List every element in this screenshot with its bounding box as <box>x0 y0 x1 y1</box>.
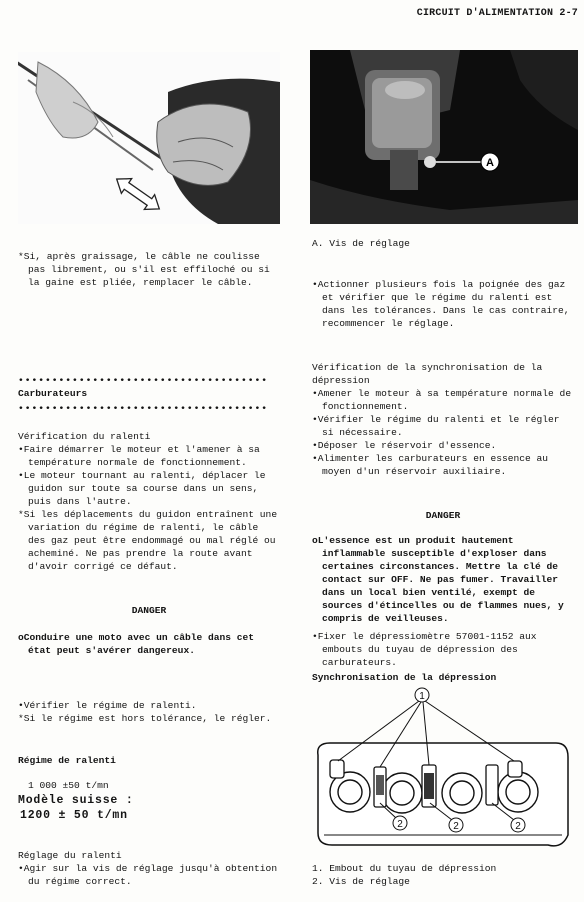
swiss-model-title: Modèle suisse : <box>18 794 134 807</box>
cable-note <box>18 250 280 289</box>
divider-bottom: ••••••••••••••••••••••••••••••••••••• <box>18 403 269 414</box>
callout-2a: 2 <box>397 819 403 830</box>
danger-text-right <box>312 534 574 625</box>
legend-item: 1. Embout du tuyau de dépression <box>312 863 497 874</box>
gauge-item <box>312 630 574 669</box>
carburetor-photo <box>310 50 578 224</box>
check-item: •Vérifier le régime de ralenti. <box>18 700 197 711</box>
idle-speed-title: Régime de ralenti <box>18 755 116 766</box>
sync-item: •Vérifier le régime du ralenti et le régler si nécessaire. <box>312 414 560 438</box>
check-item: *Si le régime est hors tolérance, le régler. <box>18 713 272 724</box>
danger-title-right: DANGER <box>425 510 461 521</box>
swiss-model-value: 1200 ± 50 t/mn <box>20 809 128 822</box>
divider-top: ••••••••••••••••••••••••••••••••••••• <box>18 375 269 386</box>
callout-2b: 2 <box>453 821 459 832</box>
photo-label-a: A <box>486 157 494 169</box>
idle-item: *Si les déplacements du guidon entraînent une variation du régime de ralenti, le câble des gaz peut être endommagé ou mal réglé ou acheminé. Ne pas prendre la route avant d'avoir corrigé ce défaut. <box>18 509 278 572</box>
adjust-title: Réglage du ralenti <box>18 850 122 861</box>
throttle-item <box>312 278 574 330</box>
callout-2c: 2 <box>515 821 521 832</box>
legend-item: 2. Vis de réglage <box>312 876 410 887</box>
idle-item: •Faire démarrer le moteur et l'amener à sa température normale de fonctionnement. <box>18 444 260 468</box>
sync-check-section <box>312 361 574 478</box>
idle-check-title: Vérification du ralenti <box>18 431 151 442</box>
carburetor-diagram <box>312 685 574 855</box>
adjust-item: •Agir sur la vis de réglage jusqu'à obtention du régime correct. <box>18 863 278 887</box>
check-items <box>18 699 280 725</box>
cable-illustration <box>18 52 280 224</box>
sync-item: •Alimenter les carburateurs en essence au moyen d'un réservoir auxiliaire. <box>312 453 549 477</box>
cable-photo <box>18 52 280 224</box>
photo-caption: A. Vis de réglage <box>312 238 410 249</box>
danger-text-right-body: oL'essence est un produit hautement inflammable susceptible d'exploser dans certaines circonstances. Mettre la clé de contact sur OFF. Ne pas fumer. Travailler dans un local bien ventilé, exempt de sources d'étincelles ou de flammes nues, y compris de veilleuses. <box>312 535 564 624</box>
adjust-section <box>18 849 280 888</box>
callout-1: 1 <box>419 691 425 702</box>
sync-title: Synchronisation de la dépression <box>312 672 497 683</box>
section-title: Carburateurs <box>18 388 88 399</box>
sync-item: •Amener le moteur à sa température normale de fonctionnement. <box>312 388 572 412</box>
sync-item: •Déposer le réservoir d'essence. <box>312 440 497 451</box>
sync-check-title: Vérification de la synchronisation de la dépression <box>312 362 543 386</box>
danger-title-left: DANGER <box>131 605 167 616</box>
danger-text-left <box>18 631 280 657</box>
diagram-legend <box>312 862 574 888</box>
page-header: CIRCUIT D'ALIMENTATION 2-7 <box>416 8 578 19</box>
cable-note-text: *Si, après graissage, le câble ne coulisse pas librement, ou s'il est effiloché ou si la gaine est pliée, remplacer le câble. <box>18 251 270 288</box>
idle-speed-value: 1 000 ±50 t/mn <box>28 780 109 791</box>
throttle-item-text: •Actionner plusieurs fois la poignée des gaz et vérifier que le régime du ralenti est dans les tolérances. Dans le cas contraire, recommencer le réglage. <box>312 279 570 329</box>
danger-text-left-body: oConduire une moto avec un câble dans cet état peut s'avérer dangereux. <box>18 632 255 656</box>
movement-arrow-icon <box>112 172 165 217</box>
idle-check-section <box>18 430 280 573</box>
idle-item: •Le moteur tournant au ralenti, déplacer le guidon sur toute sa course dans un sens, puis dans l'autre. <box>18 470 266 507</box>
gauge-item-text: •Fixer le dépressiomètre 57001-1152 aux embouts du tuyau de dépression des carburateurs. <box>312 631 537 668</box>
